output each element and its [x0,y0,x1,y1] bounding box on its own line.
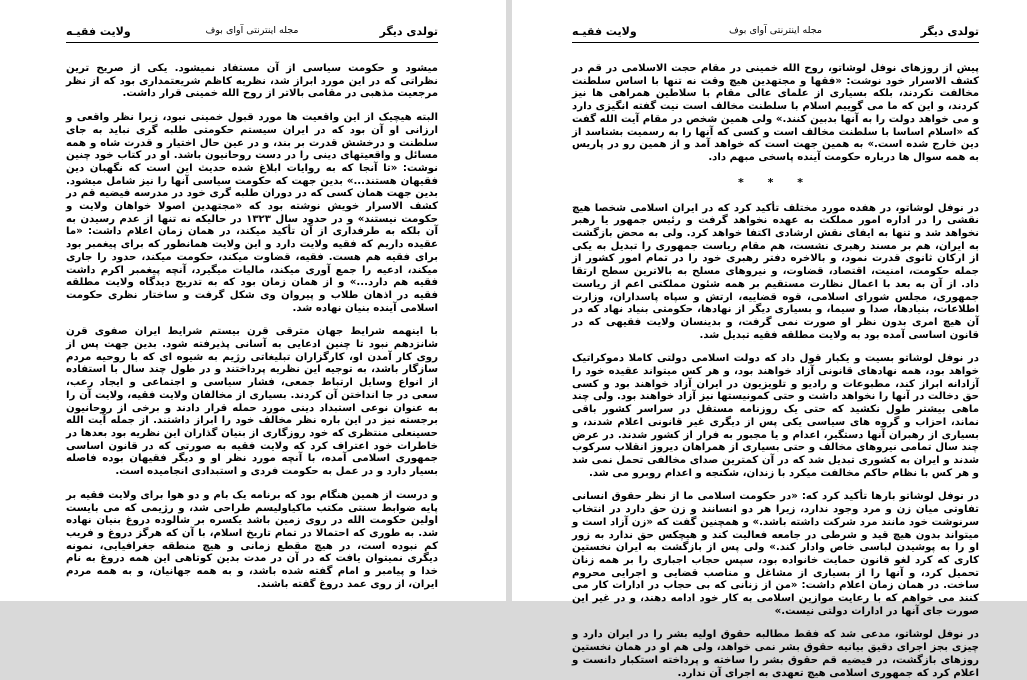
paragraph: میشود و حکومت سیاسی از آن مستفاد نمیشود. یکی از صریح ترین نظراتی که در این مورد ابراز شد، نظریه کاظم شریعتمداری بود که از نظر مرجعیت مذهبی در مقامی بالاتر از روح الله خمینی قرار داشت. [66,63,438,100]
document-page-left [0,0,506,601]
page-header [66,2,438,43]
paragraph: در نوفل لوشاتو بارها تأکید کرد که: «در حکومت اسلامی ما از نظر حقوق انسانی تفاوتی میان زن و مرد وجود ندارد، زیرا هر دو انسانند و زن حق دارد در انتخاب سرنوشت خود مانند مرد شرکت داشته باشد.» و همچنین گفت که «زن آزاد است و میتواند بدون هیچ قید و شرطی در جامعه فعالیت کند و هیچکس حق ندارد به زور او را به پوشیدن لباسی خاص وادار کند.» ولی پس از بازگشت به ایران نخستین کاری که کرد لغو قانون حمایت خانواده بود، سپس حجاب اجباری را بر همه زنان تحمیل کرد، و آنها را از بسیاری از مشاغل و مناصب قضایی و اجرایی محروم ساخت. در همان زمان اعلام داشت: «من از زنانی که بی حجاب در ادارات کار می کنند می خواهم که با رعایت موازین اسلامی به کار خود ادامه دهند، و در غیر این صورت جای آنها در ادارات دولتی نیست.» [572,491,979,617]
page-header [572,2,979,43]
section-separator: * * * [738,175,813,189]
paragraph: در نوفل لوشاتو، مدعی شد که فقط مطالبه حقوق اولیه بشر را در ایران دارد و چیزی بجز اجرای دقیق بیانیه حقوق بشر نمی خواهد، ولی هم او در همان نخستین روزهای بازگشت، در فیضیه قم حقوق بشر را ساخته و پرداخته استکبار دانست و اعلام کرد که جمهوری اسلامی هیچ تعهدی به اجرای آن ندارد. [572,629,979,679]
header-magazine-name: مجله اینترنتی آوای بوف [205,25,299,36]
paragraph: با اینهمه شرایط جهان مترقی قرن بیستم شرایط ایران صفوی قرن شانزدهم نبود تا چنین ادعایی به آسانی پذیرفته شود. بدین جهت پس از روی کار آمدن او، کارگزاران تبلیغاتی رژیم به شیوه ای که با روحیه مردم سازگار باشد، به توجیه این نظریه پرداختند و در طول چند سال با استفاده از انواع وسایل ارتباط جمعی، فشار سیاسی و اجتماعی و ایجاد رعب، سعی در جا انداختن آن کردند. بسیاری از مخالفان ولایت فقیه، ولایت آن را به عنوان نوعی استبداد دینی مورد حمله قرار دادند و برخی از روحانیون برجسته نیز در این باره نظر مخالف خود را ابراز داشتند. از جمله آیت الله حسینعلی منتظری که خود روزگاری از بنیان گذاران این نظریه بود بعدها در خاطرات خود اعتراف کرد که ولایت فقیه به صورتی که در قانون اساسی جمهوری اسلامی آمده، با آنچه مورد نظر او و دیگر فقیهان بوده فاصله بسیار دارد و در عمل به حکومت فردی و استبدادی انجامیده است. [66,326,438,478]
header-topic-title: ولایت فقیـه [66,25,131,38]
paragraph: البته هیچیک از این واقعیت ها مورد قبول خمینی نبود، زیرا نظر واقعی و ارزانی او آن بود که در ایران سیستم حکومتی طلبه گری نباید به جای سلطنت و درخشش قدرت بر بند، و در عین حال اختیار و قدرت شاه و همه مسائل و واقعیتهای دینی را در دست روحانیون باشد. او در کتاب خود چنین نوشت: «تا آنجا که به روایات ابلاغ شده حدیث این است که نگهبان دین فقیهان هستند...» بدین جهت که حکومت سیاسی آنها را نیز شامل میشود. بدین جهت همان کسی که در دوران طلبه گری خود در مدرسه فیضیه قم در کشف الاسرار خویش نوشته بود که «مجتهدین اصولا خواهان ولایت و حکومت نیستند» و در حدود سال ۱۳۲۳ در حالیکه نه تنها از عدم رسیدن به آن بلکه به طرفداری از آن تأکید میکند، در همان زمان اعلام داشت: «ما عقیده داریم که فقیه ولایت دارد و این ولایت همانطور که برای پیغمبر بود برای فقیه هم هست. فقیه، قضاوت میکند، حکومت میکند، حدود را جاری میکند، ادعیه را جمع آوری میکند، مالیات میگیرد، آنچه پیغمبر اکرم داشت فقیه هم دارد...» و از همان زمان بود که به تدریج دیدگاه ولایت مطلقه فقیه در اذهان طلاب و پیروان وی شکل گرفت و ساختار نظری حکومت اسلامی آینده بنیان نهاده شد. [66,112,438,314]
paragraph: پیش از روزهای نوفل لوشاتو، روح الله خمینی در مقام حجت الاسلامی در قم در کشف الاسرار خود نوشت: «فقها و مجتهدین هیچ وقت نه تنها با اساس سلطنت مخالفت نکردند، بلکه بسیاری از علمای عالی مقام با سلاطین همراهی ها نیز کردند، و این که ما می گوییم اسلام با سلطنت مخالف است نیت گفته انگیزی دارد و می خواهد دولت را به آنها بدبین کنند.» ولی همین شخص در مقام آیت الله گفت که «اسلام اساسا با سلطنت مخالف است و کسی که آنها را به رسمیت بشناسد از دین خارج شده است.» به همین جهت است که خواهد آمد و از همین رو در پاریس به همه سوال ها درباره حکومت آینده پاسخی مبهم داد. [572,63,979,163]
header-section-title: تولدی دیگر [920,25,979,38]
document-page-right [512,0,1027,679]
header-magazine-name: مجله اینترنتی آوای بوف [729,25,822,36]
paragraph: در نوفل لوشاتو، در هفده مورد مختلف تأکید کرد که در ایران اسلامی شخصا هیچ نقشی را در اداره امور مملکت به عهده نخواهد گرفت و رئیس جمهور یا رهبر نخواهد شد و تنها به ایفای نقش ارشادی اکتفا خواهد کرد. ولی به محض بازگشت به ایران، هم بر مسند رهبری نشست، هم مقام ریاست جمهوری را تبدیل به یکی از ارکان ثانوی قدرت نمود، و بالاخره دفتر رهبری خود را در تمام امور کشور از جمله حکومت، امنیت، اقتصاد، قضاوت، و نیروهای مسلح به بالاترین سطح ارتقا داد. از آن به بعد با اعمال نظارت مستقیم بر همه شئون مملکتی اعم از ریاست جمهوری، مجلس شورای اسلامی، قوه قضاییه، ارتش و سپاه پاسداران، وزارت اطلاعات، بنیادها، صدا و سیما، و بسیاری دیگر از نهادها، حکومتی بنیاد نهاد که در آن هیچ امری بدون نظر او صورت نمی گرفت، و بدینسان ولایت فقیهی که در قانون اساسی آمده بود به ولایت مطلقه فقیه تبدیل شد. [572,202,979,341]
paragraph: در نوفل لوشاتو بسیت و یکبار قول داد که دولت اسلامی دولتی کاملا دموکراتیک خواهد بود، همه نهادهای قانونی آزاد خواهند بود، و هر کس میتواند عقیده خود را آزادانه ابراز کند، مطبوعات و رادیو و تلویزیون در ایران آزاد خواهند بود و کسی حق دخالت در آنها را نخواهد داشت و حتی کمونیستها نیز آزاد خواهند بود. ولی چند ماهی بیشتر طول نکشید که حتی یک روزنامه مستقل در سراسر کشور باقی نماند، احزاب و گروه های سیاسی یکی پس از دیگری غیر قانونی اعلام شدند، و بسیاری از رهبران آنها دستگیر، اعدام و یا مجبور به فرار از کشور شدند. در عرض چند سال تمامی نیروهای مخالف و حتی بسیاری از همراهان دیروز انقلاب سرکوب شدند و ایران به کشوری تبدیل شد که در آن کمترین صدای مخالفی تحمل نمی شد و هر کس با نظام حاکم مخالفت میکرد با زندان، شکنجه و اعدام روبرو می شد. [572,353,979,479]
paragraph: و درست از همین هنگام بود که برنامه یک بام و دو هوا برای ولایت فقیه بر پایه ضوابط سنتی مکتب ماکیاولیسم طراحی شد، و رژیمی که می بایست اولین حکومت الله در روی زمین باشد یکسره بر شالوده دروغ بنیان نهاده شد. به طوری که احتمالا در تمام تاریخ اسلام، با آن که هرگز دروغ و فریب کم نبوده است، در هیچ مقطع زمانی و هیچ منطقه جغرافیایی، نمونه دیگری نمیتوان یافت که در آن در مدت بدین کوتاهی این همه دروغ به نام خدا و پیامبر و امام گفته شده باشد، و به همه جهانیان، و به همه مردم ایران، از روی عمد دروغ گفته باشند. [66,489,438,590]
page-body [66,63,438,591]
header-topic-title: ولایت فقیـه [572,25,637,38]
page-body [572,63,979,680]
header-section-title: تولدی دیگر [379,25,438,38]
